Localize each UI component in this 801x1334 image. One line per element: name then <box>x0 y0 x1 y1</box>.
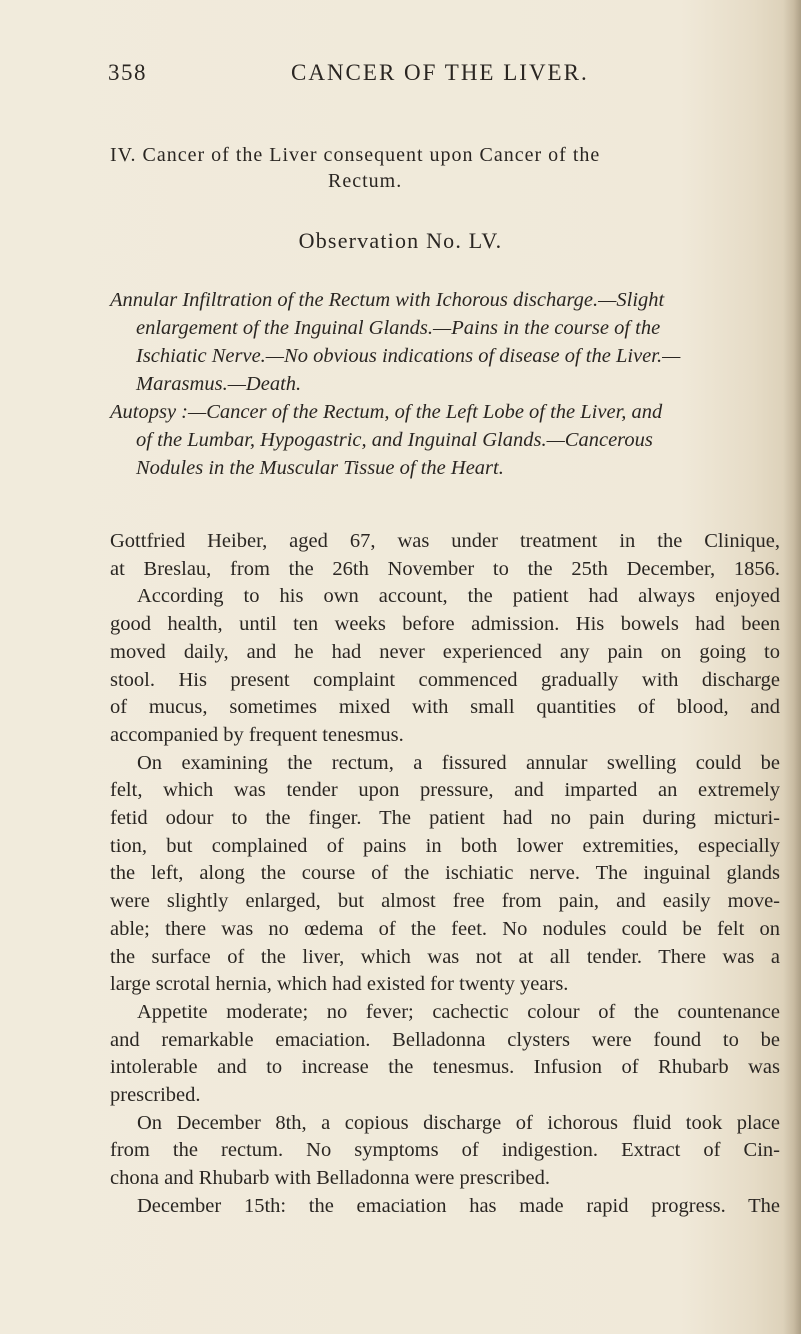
page-number: 358 <box>108 60 147 85</box>
body-line: moved daily, and he had never experienced any pain on going to <box>110 640 780 663</box>
body-line: were slightly enlarged, but almost free from pain, and easily move- <box>110 890 780 913</box>
observation-title: Observation No. LV. <box>298 228 503 253</box>
body-line: of mucus, sometimes mixed with small quantities of blood, and <box>110 696 780 719</box>
body-line: tion, but complained of pains in both lower extremities, especially <box>110 834 780 857</box>
section-heading-line-1: IV. Cancer of the Liver consequent upon Cancer of the <box>110 144 601 166</box>
body-line: and remarkable emaciation. Belladonna clysters were found to be <box>110 1028 780 1051</box>
summary-line: Marasmus.—Death. <box>136 373 302 395</box>
summary-line: Nodules in the Muscular Tissue of the Heart. <box>136 457 504 479</box>
body-line: On December 8th, a copious discharge of ichorous fluid took place <box>137 1111 780 1134</box>
body-line: On examining the rectum, a fissured annular swelling could be <box>137 751 780 774</box>
body-line: prescribed. <box>110 1084 201 1107</box>
body-line: December 15th: the emaciation has made rapid progress. The <box>137 1194 780 1217</box>
body-line: intolerable and to increase the tenesmus. Infusion of Rhubarb was <box>110 1056 780 1079</box>
body-line: able; there was no œdema of the feet. No nodules could be felt on <box>110 917 780 940</box>
body-line: large scrotal hernia, which had existed for twenty years. <box>110 973 569 996</box>
summary-line: Autopsy :—Cancer of the Rectum, of the Left Lobe of the Liver, and <box>110 401 663 423</box>
body-line: Appetite moderate; no fever; cachectic colour of the countenance <box>137 1000 780 1023</box>
case-summary <box>110 286 770 398</box>
running-head <box>108 60 748 90</box>
body-line: the left, along the course of the ischiatic nerve. The inguinal glands <box>110 862 780 885</box>
summary-line: of the Lumbar, Hypogastric, and Inguinal Glands.—Cancerous <box>136 429 653 451</box>
body-line: stool. His present complaint commenced gradually with discharge <box>110 668 780 691</box>
body-line: good health, until ten weeks before admission. His bowels had been <box>110 613 780 636</box>
body-line: Gottfried Heiber, aged 67, was under treatment in the Clinique, <box>110 530 780 552</box>
summary-line: Ischiatic Nerve.—No obvious indications of disease of the Liver.— <box>136 345 681 367</box>
running-head-title: CANCER OF THE LIVER. <box>291 60 589 85</box>
autopsy-summary <box>110 398 770 482</box>
body-line: accompanied by frequent tenesmus. <box>110 723 404 746</box>
body-line: the surface of the liver, which was not at all tender. There was a <box>110 945 780 968</box>
section-heading <box>110 142 770 194</box>
body-line: at Breslau, from the 26th November to the 25th December, 1856. <box>110 557 780 580</box>
body-line: felt, which was tender upon pressure, and imparted an extremely <box>110 779 780 802</box>
summary-line: Annular Infiltration of the Rectum with Ichorous discharge.—Slight <box>110 289 665 311</box>
case-body-text <box>110 528 780 1221</box>
body-line: fetid odour to the finger. The patient had no pain during micturi- <box>110 807 780 830</box>
body-line: from the rectum. No symptoms of indigestion. Extract of Cin- <box>110 1139 780 1162</box>
summary-line: enlargement of the Inguinal Glands.—Pains in the course of the <box>136 317 661 339</box>
body-line: chona and Rhubarb with Belladonna were prescribed. <box>110 1167 551 1190</box>
page-edge-shadow <box>783 0 801 1334</box>
section-heading-line-2: Rectum. <box>328 170 403 192</box>
body-line: According to his own account, the patient had always enjoyed <box>137 585 780 608</box>
